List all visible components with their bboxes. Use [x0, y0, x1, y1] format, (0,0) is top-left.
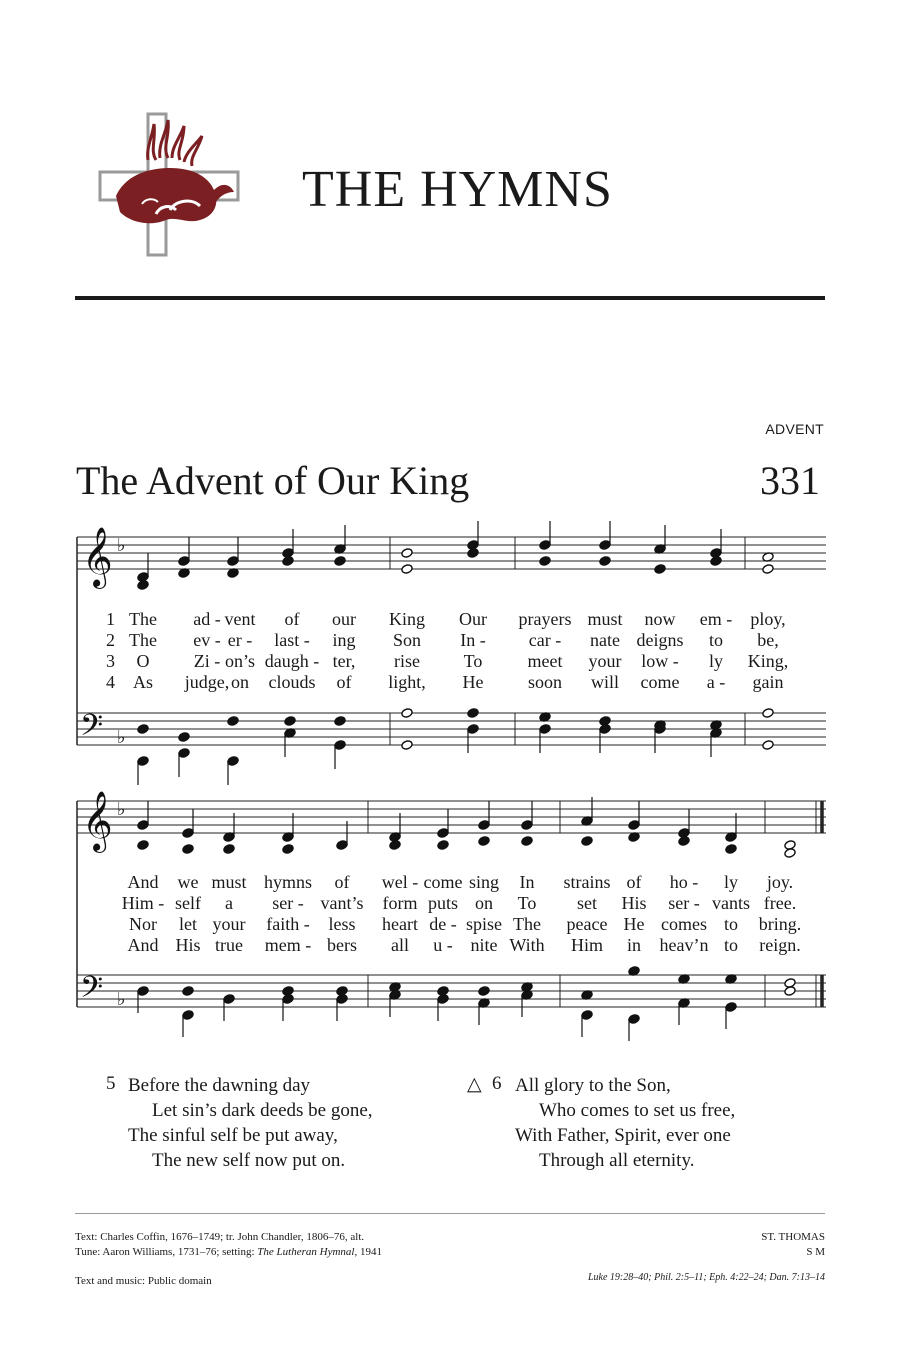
tenor-note [227, 716, 239, 727]
bass-note [521, 990, 533, 1001]
lyric-syllable: He [462, 672, 484, 692]
alto-note [725, 844, 737, 855]
alto-note [334, 556, 346, 567]
lyric-syllable: Nor [129, 914, 157, 934]
stanza-line: All glory to the Son, [515, 1075, 671, 1096]
lyric-syllable: reign. [759, 935, 801, 955]
tenor-note [282, 986, 294, 997]
soprano-note [467, 540, 479, 551]
lyric-syllable: let [179, 914, 197, 934]
lyric-syllable: Him - [121, 893, 165, 913]
lyric-syllable: deigns [636, 630, 684, 650]
tenor-note [178, 732, 190, 743]
stanza-5-number: 5 [106, 1073, 116, 1094]
lyric-syllable: of [336, 672, 352, 692]
tenor-note [725, 974, 737, 985]
tenor-note [762, 708, 774, 719]
alto-note [182, 844, 194, 855]
stanza-line: Let sin’s dark deeds be gone, [152, 1100, 373, 1121]
lyric-syllable: all [391, 935, 409, 955]
bass-note [389, 990, 401, 1001]
alto-note [784, 848, 796, 859]
lyric-syllable: wel - [381, 872, 419, 892]
lyric-syllable: come [640, 672, 680, 692]
soprano-note [389, 832, 401, 843]
lyric-syllable: of [626, 872, 642, 892]
alto-note [137, 580, 149, 591]
alto-note [521, 836, 533, 847]
treble-clef: 𝄞 [82, 527, 113, 587]
lyric-syllable: must [211, 872, 247, 892]
lyric-syllable: And [127, 872, 159, 892]
lyric-syllable: rise [394, 651, 420, 671]
lyric-syllable: Him [570, 935, 604, 955]
tenor-note [182, 986, 194, 997]
soprano-note [437, 828, 449, 839]
lyric-syllable: to [723, 914, 739, 934]
lyric-syllable: King, [747, 651, 789, 671]
tenor-note [137, 724, 149, 735]
lyric-syllable: come [423, 872, 463, 892]
lyric-syllable: bring. [758, 914, 802, 934]
lyric-syllable: O [136, 651, 150, 671]
alto-note [223, 844, 235, 855]
soprano-note [282, 832, 294, 843]
lyric-syllable: ing [332, 630, 356, 650]
soprano-note [784, 840, 796, 851]
bass-note [336, 994, 348, 1005]
lyric-syllable: vant’s [320, 893, 364, 913]
bass-note [599, 724, 611, 735]
alto-note [282, 556, 294, 567]
tenor-note [628, 966, 640, 977]
lyric-syllable: de - [429, 914, 457, 934]
soprano-note [334, 544, 346, 555]
alto-note [282, 844, 294, 855]
lyric-syllable: In [519, 872, 535, 892]
lyric-syllable: of [284, 609, 300, 629]
soprano-note [182, 828, 194, 839]
alto-note [437, 840, 449, 851]
lyric-syllable: will [590, 672, 620, 692]
lyric-syllable: ad - [193, 609, 221, 629]
stanza-line: The new self now put on. [152, 1150, 346, 1171]
flat-key-signature: ♭ [117, 989, 126, 1010]
tenor-note [284, 716, 296, 727]
stanza-line: Before the dawning day [128, 1075, 311, 1096]
tenor-note [654, 720, 666, 731]
bass-note [437, 994, 449, 1005]
lyric-syllable: His [621, 893, 647, 913]
lyric-syllable: Zi - [193, 651, 221, 671]
meter: S M [806, 1246, 825, 1258]
bass-note [282, 994, 294, 1005]
soprano-note [137, 572, 149, 583]
lyric-syllable: must [587, 609, 623, 629]
lyric-syllable: To [463, 651, 483, 671]
stanza-line: The sinful self be put away, [128, 1125, 338, 1146]
lyric-syllable: last - [274, 630, 310, 650]
alto-note [599, 556, 611, 567]
verse-number: 3 [106, 651, 115, 671]
lyric-syllable: The [129, 630, 157, 650]
lyric-syllable: puts [427, 893, 459, 913]
lyric-syllable: ly [708, 651, 724, 671]
bass-note [178, 748, 190, 759]
tune-credit-prefix: Tune: Aaron Williams, 1731–76; setting: [75, 1246, 258, 1258]
tenor-note [467, 708, 479, 719]
alto-note [178, 568, 190, 579]
soprano-note [178, 556, 190, 567]
scripture-references: Luke 19:28–40; Phil. 2:5–11; Eph. 4:22–24; Dan. 7:13–14 [587, 1272, 825, 1283]
alto-note [137, 840, 149, 851]
tenor-note [401, 708, 413, 719]
lyric-syllable: spise [466, 914, 502, 934]
stanza-5 [128, 1073, 373, 1173]
tenor-note [710, 720, 722, 731]
soprano-note [478, 820, 490, 831]
bass-note [137, 756, 149, 767]
alto-note [539, 556, 551, 567]
bass-clef: 𝄢 [80, 709, 104, 750]
lyric-syllable: The [513, 914, 541, 934]
book-title: THE HYMNS [302, 161, 613, 218]
bass-note [678, 998, 690, 1009]
stanza-6 [515, 1073, 735, 1173]
soprano-note [227, 556, 239, 567]
soprano-note [521, 820, 533, 831]
lyric-syllable: strains [563, 872, 611, 892]
tenor-note [581, 990, 593, 1001]
lyric-syllable: faith - [266, 914, 310, 934]
tune-credit-source: The Lutheran Hymnal [257, 1246, 355, 1258]
rights-notice: Text and music: Public domain [75, 1275, 212, 1287]
verse-number: 2 [106, 630, 115, 650]
lyric-syllable: sing [468, 872, 500, 892]
lyric-syllable: on [475, 893, 493, 913]
alto-note [678, 836, 690, 847]
lyric-syllable: nate [590, 630, 620, 650]
alto-note [401, 564, 413, 575]
lyric-syllable: true [215, 935, 243, 955]
alto-note [227, 568, 239, 579]
bass-note [710, 728, 722, 739]
alto-note [654, 564, 666, 575]
lyric-syllable: vants [712, 893, 750, 913]
lyric-syllable: your [212, 914, 246, 934]
lyric-syllable: peace [566, 914, 608, 934]
bass-note [725, 1002, 737, 1013]
bass-note [467, 724, 479, 735]
lyric-syllable: ser - [668, 893, 700, 913]
lyric-syllable: prayers [518, 609, 572, 629]
lyric-syllable: low - [641, 651, 679, 671]
lyric-syllable: set [577, 893, 597, 913]
stanza-line: With Father, Spirit, ever one [515, 1125, 731, 1146]
lyric-syllable: ploy, [750, 609, 786, 629]
stanza-6-number: 6 [492, 1073, 502, 1094]
lyric-syllable: em - [699, 609, 733, 629]
lyric-syllable: er - [227, 630, 253, 650]
lyric-syllable: ho - [669, 872, 699, 892]
lyric-syllable: In - [460, 630, 486, 650]
lyric-syllable: With [509, 935, 545, 955]
tenor-note [336, 986, 348, 997]
alto-note [710, 556, 722, 567]
lyric-syllable: joy. [766, 872, 794, 892]
bass-note [628, 1014, 640, 1025]
lyric-syllable: meet [527, 651, 563, 671]
soprano-note [401, 548, 413, 559]
tune-name: ST. THOMAS [761, 1231, 825, 1243]
bass-note [334, 740, 346, 751]
soprano-note [628, 820, 640, 831]
lyric-syllable: on [231, 672, 249, 692]
lyric-syllable: Son [392, 630, 422, 650]
soprano-note [282, 548, 294, 559]
lyric-syllable: hymns [263, 872, 313, 892]
lyric-syllable: ev - [193, 630, 221, 650]
footer-rule [75, 1213, 825, 1214]
lyric-syllable: form [382, 893, 418, 913]
soprano-note [539, 540, 551, 551]
lyric-syllable: daugh - [264, 651, 320, 671]
lyric-syllable: less [328, 914, 356, 934]
flat-key-signature: ♭ [117, 727, 126, 748]
soprano-note [336, 840, 348, 851]
tenor-note [539, 712, 551, 723]
alto-note [628, 832, 640, 843]
lyric-syllable: nite [470, 935, 498, 955]
lyric-syllable: gain [752, 672, 784, 692]
tenor-note [389, 982, 401, 993]
lyric-syllable: self [175, 893, 201, 913]
lyric-syllable: a - [706, 672, 726, 692]
tenor-note [678, 974, 690, 985]
lyric-syllable: judge, [184, 672, 230, 692]
stanza-6-mark: △ [467, 1074, 482, 1095]
alto-note [581, 836, 593, 847]
lyric-syllable: light, [388, 672, 426, 692]
flat-key-signature: ♭ [117, 535, 126, 556]
lyric-syllable: to [723, 935, 739, 955]
text-credit: Text: Charles Coffin, 1676–1749; tr. John Chandler, 1806–76, alt. [75, 1231, 365, 1243]
soprano-note [654, 544, 666, 555]
soprano-note [581, 816, 593, 827]
alto-note [467, 548, 479, 559]
soprano-note [137, 820, 149, 831]
verse-number: 1 [106, 609, 115, 629]
lyric-syllable: u - [433, 935, 453, 955]
bass-note [478, 998, 490, 1009]
lyric-syllable: ly [723, 872, 739, 892]
verse-number: 4 [106, 672, 115, 692]
alto-note [762, 564, 774, 575]
flat-key-signature: ♭ [117, 799, 126, 820]
bass-note [762, 740, 774, 751]
bass-note [784, 986, 796, 997]
lyric-syllable: bers [327, 935, 357, 955]
lyric-syllable: on’s [224, 651, 256, 671]
tune-credit [75, 1246, 382, 1258]
lyric-syllable: ser - [272, 893, 304, 913]
soprano-note [678, 828, 690, 839]
soprano-note [223, 832, 235, 843]
lyric-syllable: we [177, 872, 199, 892]
lyric-syllable: Our [459, 609, 487, 629]
lyric-syllable: free. [763, 893, 797, 913]
lyric-syllable: vent [224, 609, 256, 629]
lyric-syllable: to [708, 630, 724, 650]
tenor-note [521, 982, 533, 993]
soprano-note [599, 540, 611, 551]
soprano-note [762, 552, 774, 563]
lyric-syllable: soon [527, 672, 563, 692]
lyric-syllable: As [132, 672, 154, 692]
lyric-syllable: He [623, 914, 645, 934]
lyric-syllable: our [332, 609, 356, 629]
lyric-syllable: a [225, 893, 233, 913]
tenor-note [437, 986, 449, 997]
cross-dove-logo-icon [96, 112, 246, 257]
alto-note [389, 840, 401, 851]
lyric-syllable: comes [661, 914, 707, 934]
lyric-syllable: To [517, 893, 537, 913]
hymn-title: The Advent of Our King [76, 458, 470, 503]
lyric-syllable: And [127, 935, 159, 955]
lyric-syllable: now [644, 609, 676, 629]
header-rule [75, 296, 825, 300]
section-label: ADVENT [765, 421, 824, 437]
bass-note [654, 724, 666, 735]
tenor-note [334, 716, 346, 727]
lyric-syllable: His [175, 935, 201, 955]
lyric-syllable: The [129, 609, 157, 629]
tenor-note [599, 716, 611, 727]
lyric-syllable: mem - [264, 935, 312, 955]
lyric-syllable: heart [382, 914, 418, 934]
lyric-syllable: car - [528, 630, 562, 650]
lyric-syllable: in [626, 935, 642, 955]
lyric-syllable: of [334, 872, 350, 892]
lyric-syllable: heav’n [659, 935, 709, 955]
soprano-note [710, 548, 722, 559]
bass-clef: 𝄢 [80, 971, 104, 1012]
lyric-syllable: ter, [332, 651, 356, 671]
tune-credit-year: , 1941 [354, 1246, 382, 1258]
tenor-note [137, 986, 149, 997]
lyric-syllable: clouds [268, 672, 316, 692]
bass-note [581, 1010, 593, 1021]
hymn-number: 331 [760, 458, 820, 503]
bass-note [284, 728, 296, 739]
stanza-line: Who comes to set us free, [539, 1100, 736, 1121]
bass-note [182, 1010, 194, 1021]
bass-note [539, 724, 551, 735]
alto-note [478, 836, 490, 847]
bass-note [227, 756, 239, 767]
tenor-note [223, 994, 235, 1005]
treble-clef: 𝄞 [82, 791, 113, 851]
tenor-note [478, 986, 490, 997]
soprano-note [725, 832, 737, 843]
stanza-line: Through all eternity. [539, 1150, 695, 1171]
lyric-syllable: King [389, 609, 425, 629]
bass-note [401, 740, 413, 751]
lyric-syllable: be, [757, 630, 779, 650]
tenor-note [784, 978, 796, 989]
lyric-syllable: your [588, 651, 622, 671]
